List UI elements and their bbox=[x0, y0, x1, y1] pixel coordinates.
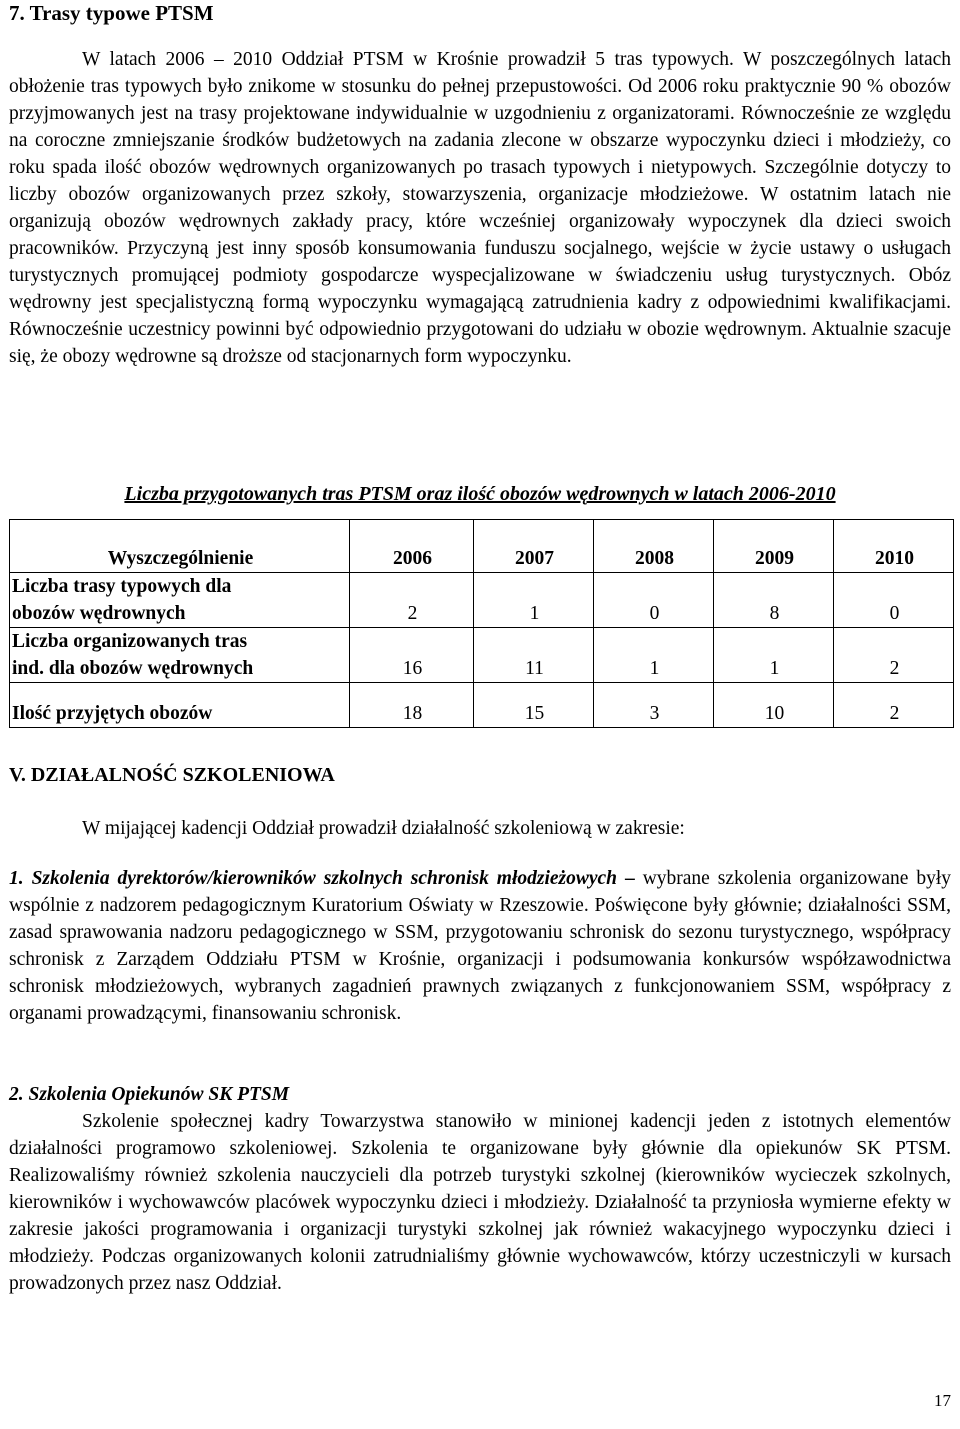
paragraph-intro: W mijającej kadencji Oddział prowadził działalność szkoleniową w zakresie: bbox=[82, 818, 685, 839]
table-cell: 2 bbox=[834, 628, 954, 683]
table-cell: 8 bbox=[714, 573, 834, 628]
item-2-heading: 2. Szkolenia Opiekunów SK PTSM bbox=[9, 1084, 290, 1105]
page-number: 17 bbox=[934, 1391, 951, 1410]
row-label bbox=[10, 683, 350, 728]
section-heading-trasy: 7. Trasy typowe PTSM bbox=[9, 1, 214, 25]
header-cell: Wyszczególnienie bbox=[10, 520, 350, 573]
table-cell: 2 bbox=[834, 683, 954, 728]
row-label bbox=[10, 628, 350, 683]
table-cell: 1 bbox=[474, 573, 594, 628]
table-cell: 11 bbox=[474, 628, 594, 683]
header-cell: 2007 bbox=[474, 520, 594, 573]
table-cell: 15 bbox=[474, 683, 594, 728]
row-label-line: Liczba organizowanych tras bbox=[12, 631, 248, 652]
section-heading-szkolenia: V. DZIAŁALNOŚĆ SZKOLENIOWA bbox=[9, 764, 335, 786]
table-cell: 2 bbox=[350, 573, 474, 628]
table-header-row bbox=[10, 520, 954, 573]
paragraph-trasy: W latach 2006 – 2010 Oddział PTSM w Krośnie prowadził 5 tras typowych. W poszczególnych latach obłożenie tras typowych było znikome w stosunku do pełnej przepustowości. Od 2006 roku praktycznie 90 % obozów przyjmowanych jest na trasy projektowane indywidualnie w uzgodnieniu z organizatorami. Równocześnie ze względu na coroczne zmniejszanie środków budżetowych na zadania zlecone w obszarze wypoczynku dzieci i młodzieży, co roku spada ilość obozów wędrownych organizowanych po trasach typowych i nietypowych. Szczególnie dotyczy to liczby obozów organizowanych przez szkoły, stowarzyszenia, organizacje młodzieżowe. W ostatnim latach nie organizują obozów wędrownych zakłady pracy, które wcześniej organizowały wypoczynek dla dzieci swoich pracowników. Przyczyną jest inny sposób konsumowania funduszu socjalnego, wejście w życie ustawy o usługach turystycznych promującej podmioty gospodarcze wyspecjalizowane w świadczeniu usług turystycznych. Obóz wędrowny jest specjalistyczną formą wypoczynku wymagającą zatrudnienia kadry z odpowiednimi kwalifikacjami. Równocześnie uczestnicy powinni być odpowiednio przygotowani do udziału w obozie wędrownym. Aktualnie szacuje się, że obozy wędrowne są droższe od stacjonarnych form wypoczynku. bbox=[9, 49, 951, 367]
row-label-line: ind. dla obozów wędrownych bbox=[12, 658, 254, 679]
routes-table bbox=[9, 519, 954, 728]
table-cell: 16 bbox=[350, 628, 474, 683]
paragraph-item-1 bbox=[9, 865, 951, 1027]
header-cell: 2010 bbox=[834, 520, 954, 573]
table-cell: 18 bbox=[350, 683, 474, 728]
table-cell: 1 bbox=[594, 628, 714, 683]
item-1-heading: 1. Szkolenia dyrektorów/kierowników szkolnych schronisk młodzieżowych bbox=[9, 868, 618, 889]
row-label-line: Ilość przyjętych obozów bbox=[12, 703, 213, 724]
table-caption: Liczba przygotowanych tras PTSM oraz ilość obozów wędrownych w latach 2006-2010 bbox=[124, 483, 836, 505]
table-cell: 0 bbox=[834, 573, 954, 628]
table-row bbox=[10, 573, 954, 628]
item-1-text: wybrane szkolenia organizowane były wspólnie z nadzorem pedagogicznym Kuratorium Oświaty w Rzeszowie. Poświęcone były głównie; działalności SSM, zasad sprawowania nadzoru pedagogicznego w SSM, przygotowaniu schronisk do sezonu turystycznego, współpracy schronisk z Zarządem Oddziału PTSM w Krośnie, organizacji i podsumowania konkursów współzawodnictwa schronisk młodzieżowych, wybranych zagadnień prawnych związanych z funkcjonowaniem SSM, współpracy z organami prowadzącymi, finansowaniu schronisk. bbox=[9, 868, 951, 1024]
table-row bbox=[10, 683, 954, 728]
header-cell: 2006 bbox=[350, 520, 474, 573]
row-label-line: Liczba trasy typowych dla bbox=[12, 576, 232, 597]
row-label bbox=[10, 573, 350, 628]
table-cell: 1 bbox=[714, 628, 834, 683]
table-cell: 10 bbox=[714, 683, 834, 728]
header-cell: 2009 bbox=[714, 520, 834, 573]
table-row bbox=[10, 628, 954, 683]
table-cell: 3 bbox=[594, 683, 714, 728]
table-cell: 0 bbox=[594, 573, 714, 628]
paragraph-item-2: Szkolenie społecznej kadry Towarzystwa stanowiło w minionej kadencji jeden z istotnych elementów działalności programowo szkoleniowej. Szkolenia te organizowane były głównie dla opiekunów SK PTSM. Realizowaliśmy również szkolenia nauczycieli dla potrzeb turystyki szkolnej (kierowników wycieczek szkolnych, kierowników i wychowawców placówek wypoczynku dzieci i młodzieży. Działalność ta przyniosła wymierne efekty w zakresie jakości programowania i organizacji turystyki szkolnej jak również wakacyjnego wypoczynku dzieci i młodzieży. Podczas organizowanych kolonii zatrudnialiśmy głównie wychowawców, którzy uczestniczyli w kursach prowadzonych przez nasz Oddział. bbox=[9, 1111, 951, 1294]
item-1-dash: – bbox=[617, 868, 643, 889]
header-cell: 2008 bbox=[594, 520, 714, 573]
row-label-line: obozów wędrownych bbox=[12, 603, 186, 624]
